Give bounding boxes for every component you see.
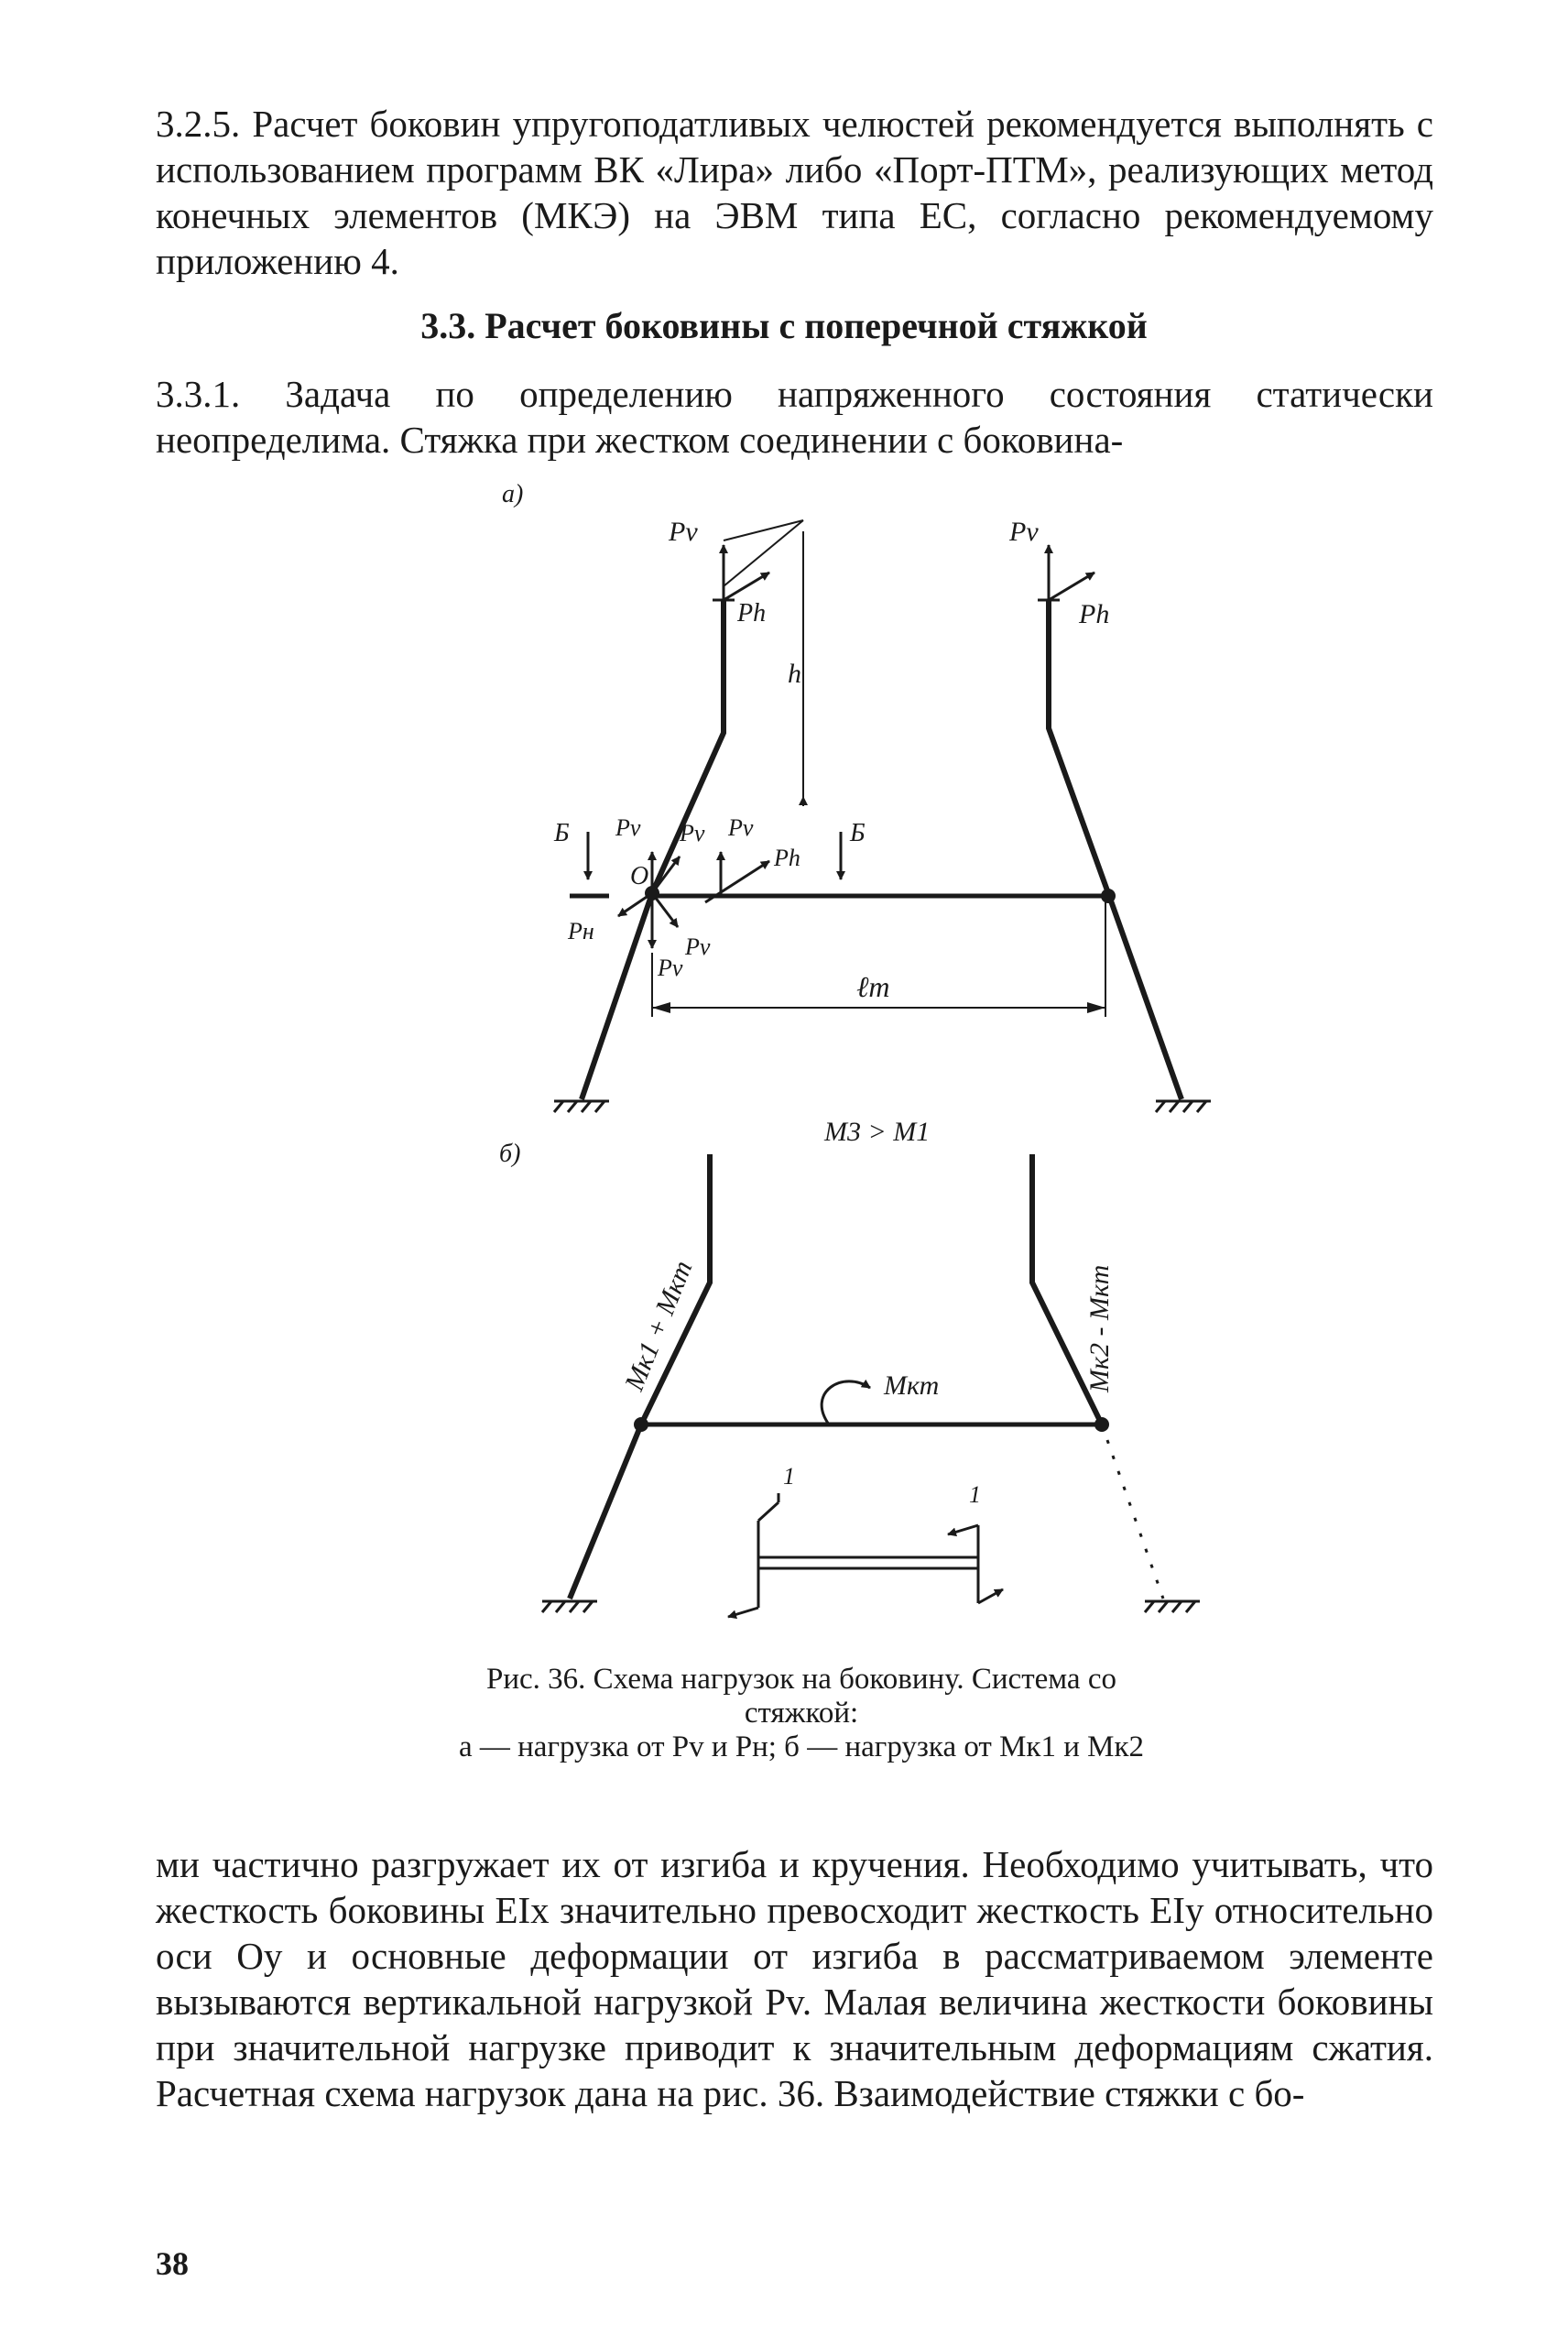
label-pv-joint-1: Pv <box>615 814 641 841</box>
caption-line-1: Рис. 36. Схема нагрузок на боковину. Система со стяжкой: <box>486 1663 1116 1730</box>
label-mk1-plus-mkt: Mк1 + Mкт <box>618 1256 699 1395</box>
label-h: h <box>788 659 801 689</box>
label-mk2-minus-mkt: Mк2 - Mкт <box>1084 1264 1115 1392</box>
figure-caption <box>440 1663 1163 1764</box>
label-ph-mid: Ph <box>774 845 800 871</box>
label-m-relation: M3 > M1 <box>824 1117 931 1147</box>
label-pv-joint-3: Pv <box>728 814 754 841</box>
caption-line-2: а — нагрузка от Pv и Pн; б — нагрузка от Mк1 и Mк2 <box>458 1730 1144 1763</box>
support-right-a <box>1156 1101 1211 1112</box>
ph-arrow-top-right <box>1049 573 1094 600</box>
label-b: б) <box>499 1140 521 1168</box>
label-pv-top-right: Pv <box>1009 517 1039 547</box>
ph-arrow-top-left <box>724 573 769 600</box>
label-o: O <box>630 862 649 890</box>
diagram-a <box>554 520 1211 1112</box>
paragraph-3-3-1: 3.3.1. Задача по определению напряженного состояния статически неопределима. Стяжка при жестком соединении с боковина- <box>156 373 1433 461</box>
joint-right-a <box>1101 889 1116 903</box>
paragraph-3-2-5: 3.2.5. Расчет боковин упругоподатливых челюстей рекомендуется выполнять с использованием программ ВК «Лира» либо «Порт-ПТМ», реализующих метод конечных элементов (МКЭ) на ЭВМ типа ЕС, согласно рекомендуемому приложению 4. <box>156 103 1433 282</box>
label-a: а) <box>502 480 524 508</box>
label-pn-joint: Pн <box>568 918 594 944</box>
label-ph-top-right: Ph <box>1079 599 1110 629</box>
cross-section-detail <box>728 1493 1003 1617</box>
label-section-1-left: 1 <box>783 1463 795 1490</box>
left-sidewall-a <box>582 600 724 1099</box>
joint-right-b <box>1094 1417 1109 1432</box>
label-ph-top-left: Ph <box>737 599 767 628</box>
joint-left-b <box>634 1417 648 1432</box>
page-number: 38 <box>156 2245 189 2282</box>
label-pv-top-left: Pv <box>669 517 698 547</box>
section-heading-3-3: 3.3. Расчет боковины с поперечной стяжкой <box>420 305 1148 346</box>
label-lm: ℓm <box>856 970 890 1003</box>
label-b-left: Б <box>554 819 570 847</box>
label-pv-lower-2: Pv <box>658 955 683 981</box>
label-mkt: Mкт <box>884 1370 940 1401</box>
support-left-a <box>554 1101 609 1112</box>
paragraph-continuation: ми частично разгружает их от изгиба и кручения. Необходимо учитывать, что жесткость боковины EIx значительно превосходит жесткость EIy относительно оси Oy и основные деформации от изгиба в рассматриваемом элементе вызываются вертикальной нагрузкой Pv. Малая величина жесткости боковины при значительной нагрузке приводит к значительным деформациям сжатия. Расчетная схема нагрузок дана на рис. 36. Взаимодействие стяжки с бо- <box>156 1843 1433 2114</box>
support-right-b <box>1145 1601 1200 1612</box>
label-section-1-right: 1 <box>969 1481 981 1508</box>
label-b-right: Б <box>850 819 866 847</box>
label-pv-lower-1: Pv <box>685 933 711 960</box>
support-left-b <box>542 1601 597 1612</box>
right-sidewall-a <box>1049 600 1181 1099</box>
moment-mkt-arc <box>822 1381 870 1424</box>
label-pv-joint-2: Pv <box>680 820 705 846</box>
